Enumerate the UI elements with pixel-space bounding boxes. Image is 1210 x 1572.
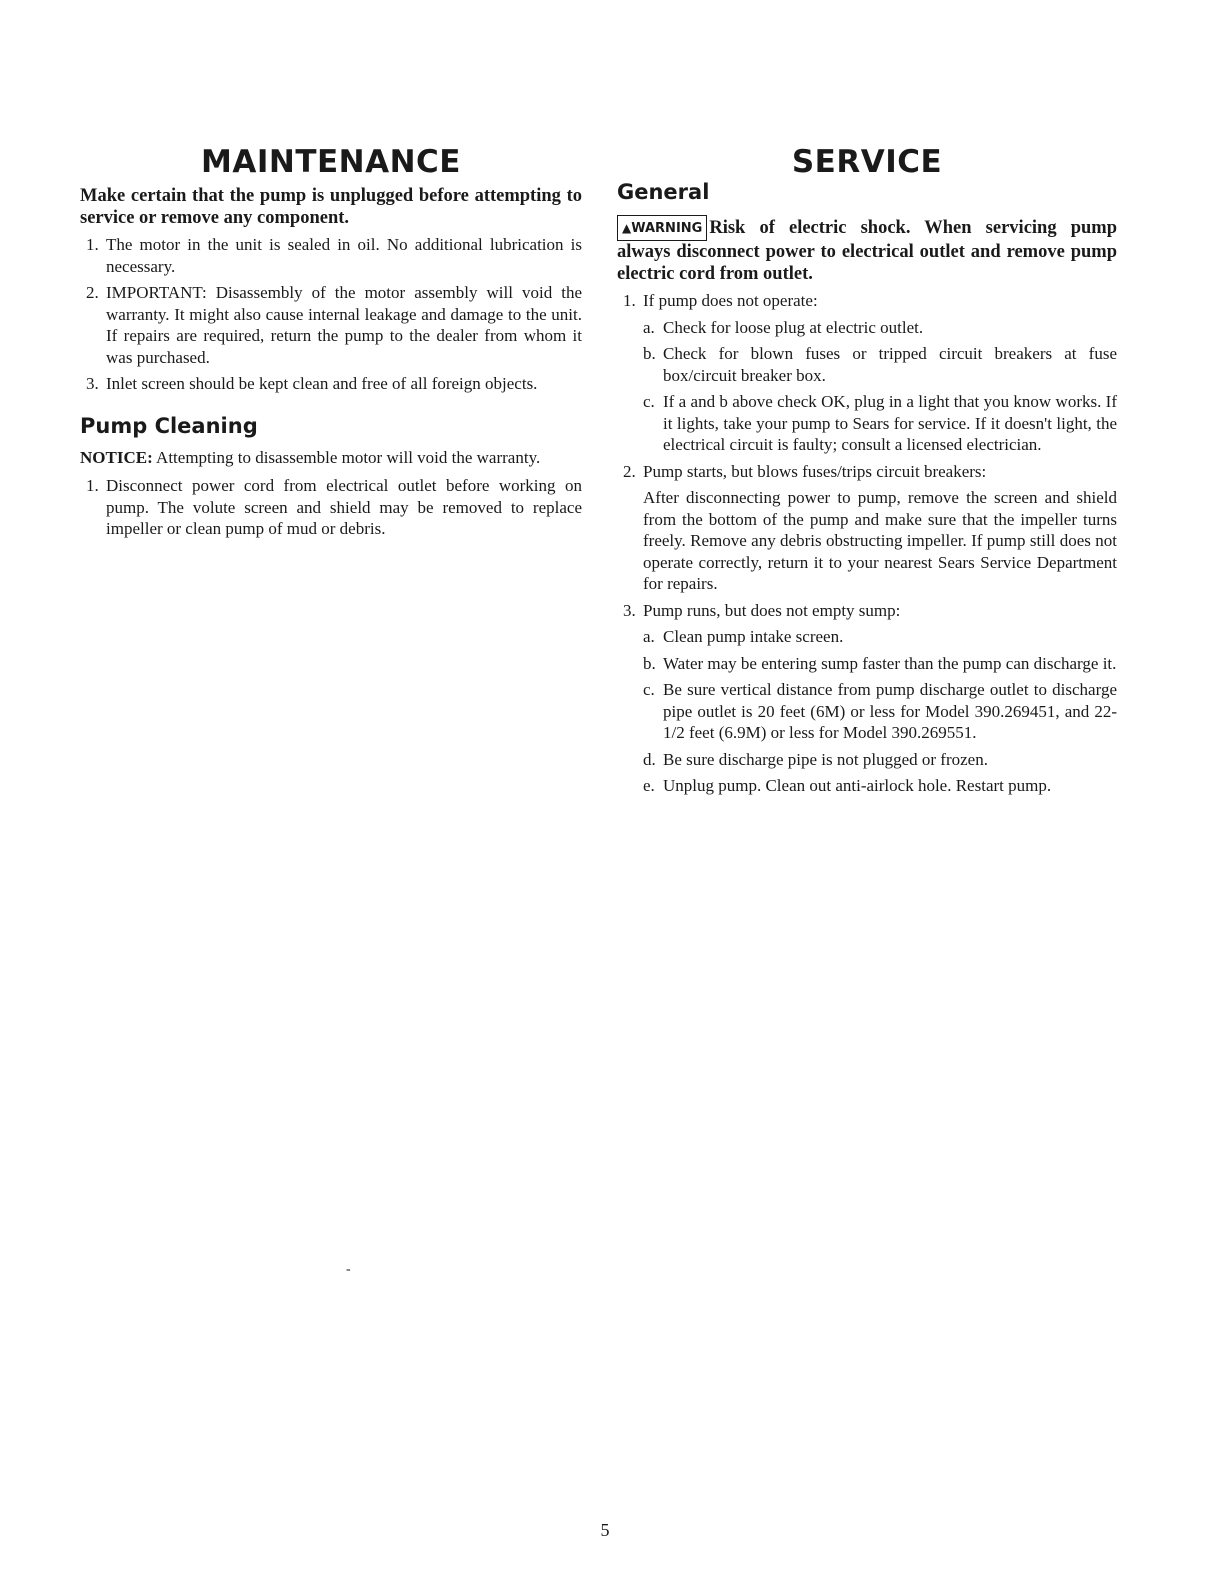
sub-item-letter: c. [643,392,655,411]
notice-label: NOTICE: [80,447,153,467]
item-text: Disconnect power cord from electrical outlet before working on pump. The volute screen and shield may be removed to replace impeller or clean pump of mud or debris. [106,476,582,538]
sub-item-text: Check for loose plug at electric outlet. [663,317,924,337]
list-item [80,282,582,368]
item-text: Pump starts, but blows fuses/trips circuit breakers: [643,461,987,481]
sub-item-text: Be sure vertical distance from pump discharge outlet to discharge pipe outlet is 20 feet (6M) or less for Model 390.269451, and 22-1/2 feet (6.9M) or less for Model 390.269551. [663,680,1117,742]
sub-item [617,775,1117,797]
sub-item-text: Check for blown fuses or tripped circuit breakers at fuse box/circuit breaker box. [663,344,1117,385]
sub-item [617,653,1117,675]
sub-item-letter: e. [643,776,655,795]
stray-mark: - [346,1262,351,1277]
page-number: 5 [600,1520,610,1540]
sub-item [617,391,1117,456]
sub-item [617,317,1117,339]
item-detail: After disconnecting power to pump, remove the screen and shield from the bottom of the pump and make sure that the impeller turns freely. Remove any debris obstructing impeller. If pump still does not operate correctly, return it to your nearest Sears Service Department for repairs. [643,488,1117,593]
sub-item-text: Water may be entering sump faster than the pump can discharge it. [663,653,1117,673]
pump-cleaning-heading: Pump Cleaning [80,413,258,438]
warning-badge [617,215,707,241]
item-number: 3. [86,374,99,393]
item-text: If pump does not operate: [643,291,818,310]
service-title: SERVICE [791,144,943,180]
notice-paragraph [80,447,582,469]
warning-block [617,215,1117,285]
item-text: Pump runs, but does not empty sump: [643,600,901,620]
item-text: The motor in the unit is sealed in oil. No additional lubrication is necessary. [106,235,582,276]
list-item [80,234,582,277]
item-number: 2. [86,283,99,302]
maintenance-lead: Make certain that the pump is unplugged before attempting to service or remove any component. [80,186,582,228]
warning-triangle-icon: ▲ [622,221,632,235]
list-item [617,461,1117,483]
notice-text: Attempting to disassemble motor will void the warranty. [156,447,541,467]
item-number: 3. [623,600,636,620]
sub-item [617,749,1117,771]
sub-item-text: Be sure discharge pipe is not plugged or frozen. [663,749,988,769]
sub-item [617,679,1117,744]
item-number: 2. [623,461,636,481]
sub-item-text: If a and b above check OK, plug in a light that you know works. If it lights, take your pump to Sears for service. If it doesn't light, the electrical circuit is faulty; consult a licensed electrician. [663,392,1117,454]
general-heading: General [617,180,710,204]
item-number: 1. [86,235,99,254]
sub-item-letter: d. [643,749,656,769]
sub-item-letter: a. [643,317,655,337]
item-text: Inlet screen should be kept clean and free of all foreign objects. [106,374,538,393]
sub-item-text: Clean pump intake screen. [663,627,844,646]
sub-item-letter: b. [643,653,656,673]
service-column [617,143,1117,797]
maintenance-column [80,143,582,540]
warning-badge-label: WARNING [631,221,703,236]
list-item [617,600,1117,622]
item-text: IMPORTANT: Disassembly of the motor assembly will void the warranty. It might also cause internal leakage and damage to the unit. If repairs are required, return the pump to the dealer from whom it was purchased. [106,283,582,367]
list-item [617,290,1117,312]
sub-item-letter: a. [643,627,655,646]
list-item [80,373,582,395]
item-number: 1. [623,291,636,310]
maintenance-title: MAINTENANCE [201,144,461,180]
sub-item-letter: b. [643,344,656,363]
sub-item [617,343,1117,386]
list-item [80,475,582,540]
sub-item-text: Unplug pump. Clean out anti-airlock hole. Restart pump. [663,776,1052,795]
sub-item-letter: c. [643,680,655,699]
sub-item [617,626,1117,648]
item-number: 1. [86,476,99,495]
warning-text: Risk of electric shock. When servicing pump always disconnect power to electrical outlet and remove pump electric cord from outlet. [617,218,1117,284]
